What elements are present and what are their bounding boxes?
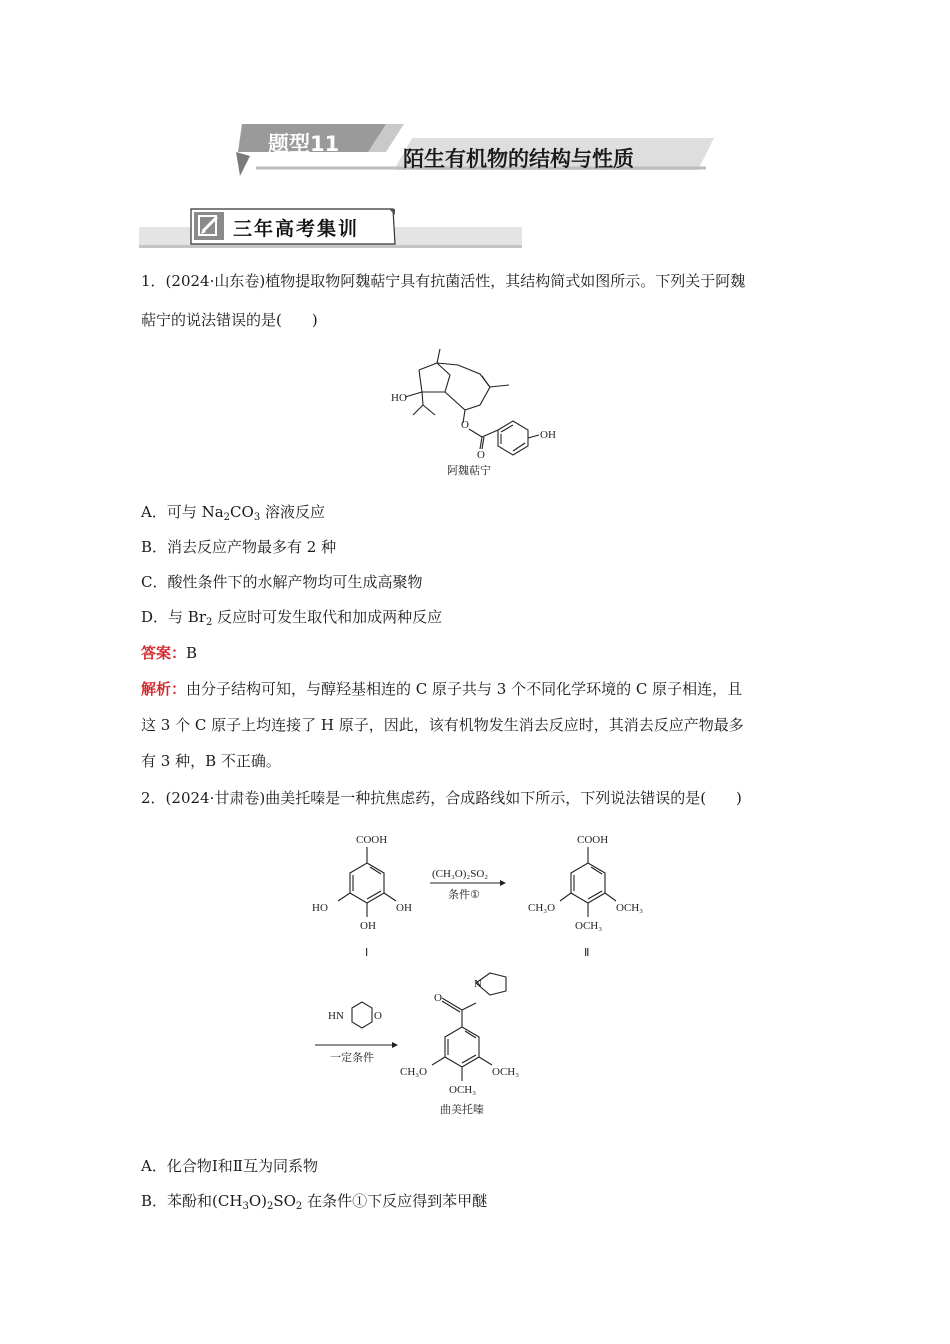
banner-title: 陌生有机物的结构与性质 xyxy=(403,147,634,171)
q2-stem: 2．(2024·甘肃卷)曲美托嗪是一种抗焦虑药，合成路线如下所示，下列说法错误的是( ) xyxy=(141,789,742,807)
q1-option-c: C．酸性条件下的水解产物均可生成高聚物 xyxy=(141,573,423,591)
compound-1-label: Ⅰ xyxy=(365,947,369,959)
q2-option-b: B．苯酚和$(CH_3O)_2SO_2$ 在条件①下反应得到苯甲醚 xyxy=(141,1192,488,1212)
analysis-label: 解析： xyxy=(141,680,187,698)
product-ch3o-left: CH₃O xyxy=(400,1066,428,1078)
q2-synthesis-scheme xyxy=(300,825,660,1120)
och3-label-bottom: OCH₃ xyxy=(575,920,603,932)
q1-stem-line2: 萜宁的说法错误的是( ) xyxy=(141,311,318,329)
q2-option-a: A．化合物Ⅰ和Ⅱ互为同系物 xyxy=(141,1157,318,1175)
q1-analysis-line1: 解析：由分子结构可知，与醇羟基相连的 C 原子共与 3 个不同化学环境的 C 原子相连，且 xyxy=(141,680,743,698)
product-och3-bottom: OCH₃ xyxy=(449,1084,477,1096)
cooh-label-1: COOH xyxy=(356,834,388,846)
q1-stem-line1: 1．(2024·山东卷)植物提取物阿魏萜宁具有抗菌活性，其结构简式如图所示。下列关于阿魏 xyxy=(141,272,746,290)
q1-figure-caption: 阿魏萜宁 xyxy=(447,464,491,477)
morpholine-o-label: O xyxy=(374,1010,382,1022)
q1-ho-label: HO xyxy=(391,392,407,404)
q1-structure-figure xyxy=(385,345,565,480)
oh-label-bottom: OH xyxy=(360,920,376,932)
amide-n-label: N xyxy=(474,978,482,990)
reagent-1-label: (CH₃O)₂SO₂ xyxy=(432,868,489,880)
oh-label-right: OH xyxy=(396,902,412,914)
q1-oh-label: OH xyxy=(540,429,556,441)
hn-label: HN xyxy=(328,1010,344,1022)
condition-2-label: 一定条件 xyxy=(330,1051,374,1064)
cooh-label-2: COOH xyxy=(577,834,609,846)
section-title: 三年高考集训 xyxy=(233,218,360,240)
och3-label-right: OCH₃ xyxy=(616,902,644,914)
ch3o-label-left: CH₃O xyxy=(528,902,556,914)
product-och3-right: OCH₃ xyxy=(492,1066,520,1078)
q1-analysis-line2: 这 3 个 C 原子上均连接了 H 原子，因此，该有机物发生消去反应时，其消去反应产物最多 xyxy=(141,716,744,734)
condition-1-label: 条件① xyxy=(448,888,480,901)
q1-option-a: A．可与 $Na_2CO_3$ 溶液反应 xyxy=(141,503,325,523)
q1-option-d: D．与 $Br_2$ 反应时可发生取代和加成两种反应 xyxy=(141,608,443,628)
q1-analysis-line3: 有 3 种，B 不正确。 xyxy=(141,752,281,770)
q1-carbonyl-o-label: O xyxy=(477,449,485,461)
amide-o-label: O xyxy=(434,992,442,1004)
answer-label: 答案： xyxy=(141,644,187,662)
q1-answer xyxy=(141,643,197,663)
pencil-note-icon xyxy=(193,211,225,241)
answer-value: B xyxy=(186,644,198,662)
q1-option-b: B．消去反应产物最多有 2 种 xyxy=(141,538,337,556)
compound-2-label: Ⅱ xyxy=(584,947,590,959)
banner-tag: 题型11 xyxy=(268,132,340,156)
ho-label-left: HO xyxy=(312,902,328,914)
product-caption: 曲美托嗪 xyxy=(440,1103,484,1116)
q1-ester-o-label: O xyxy=(461,419,469,431)
